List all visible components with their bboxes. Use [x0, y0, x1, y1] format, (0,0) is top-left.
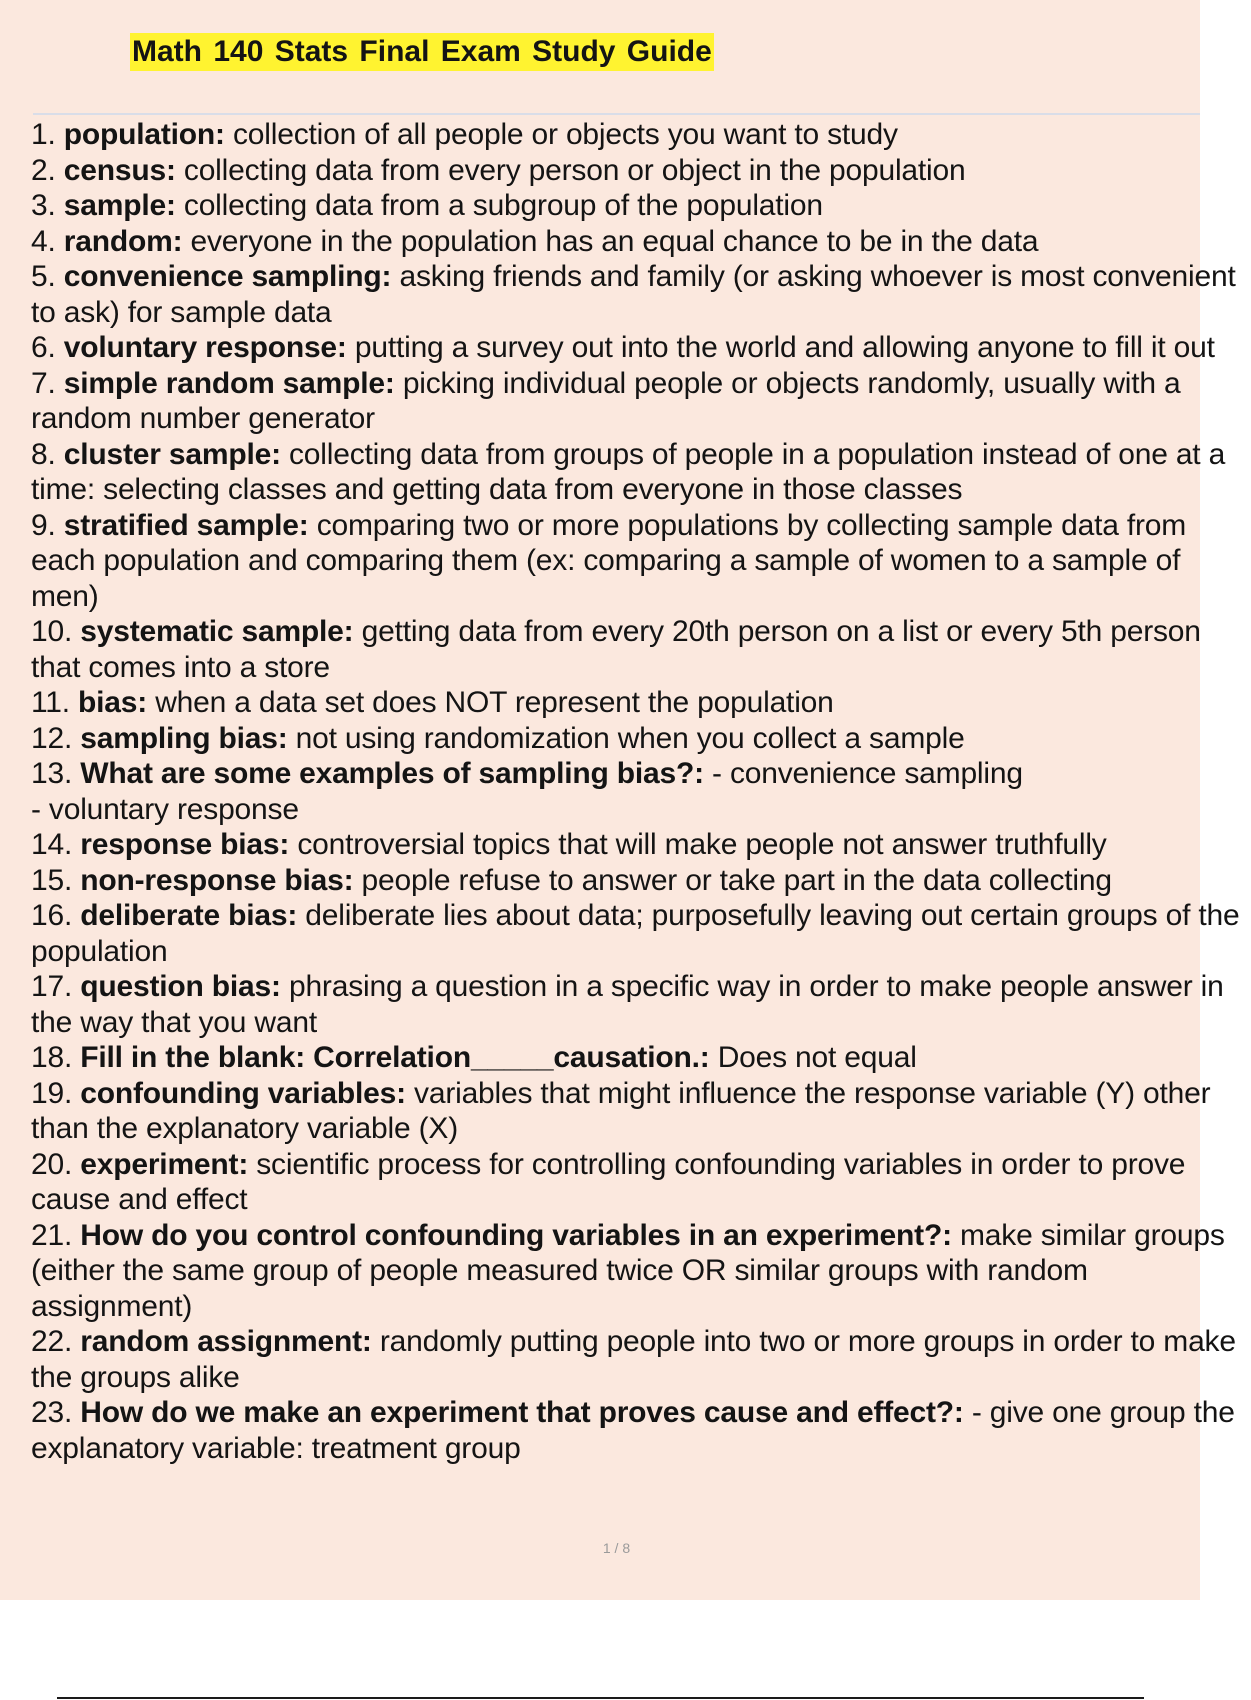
document-title: Math 140 Stats Final Exam Study Guide [130, 33, 714, 71]
item-number: 11. [31, 686, 70, 719]
item-number: 7. [31, 366, 56, 400]
item-definition: putting a survey out into the world and allowing anyone to fill it out [354, 331, 1215, 364]
item-term: population: [63, 118, 225, 151]
item-term: convenience sampling: [63, 260, 392, 293]
item-definition: - give one group the explanatory variable: treatment group [31, 1396, 1235, 1465]
item-definition: everyone in the population has an equal chance to be in the data [190, 224, 1039, 258]
item-number: 3. [31, 189, 56, 222]
item-number: 5. [31, 260, 56, 293]
item-number: 23. [31, 1396, 73, 1429]
item-term: census: [63, 153, 176, 187]
item-term: sampling bias: [80, 721, 288, 755]
item-term: bias: [78, 686, 148, 719]
study-guide-list [31, 117, 1251, 1466]
list-item [31, 614, 1251, 685]
item-definition: Does not equal [717, 1041, 917, 1074]
item-term: question bias: [80, 970, 281, 1003]
list-item [31, 1147, 1251, 1218]
item-definition: collecting data from groups of people in a population instead of one at a time: selecting classes and getting data from everyone in those classes [31, 437, 1226, 506]
item-definition: phrasing a question in a specific way in order to make people answer in the way that you want [31, 970, 1224, 1039]
item-definition: not using randomization when you collect a sample [295, 721, 965, 755]
list-item [31, 863, 1251, 899]
item-term: sample: [63, 189, 176, 222]
list-item [31, 685, 1251, 721]
item-definition: picking individual people or objects randomly, usually with a random number generator [31, 366, 1181, 435]
item-definition: collecting data from a subgroup of the population [183, 189, 823, 222]
item-number: 12. [31, 721, 73, 755]
item-number: 1. [31, 118, 56, 151]
item-definition: comparing two or more populations by collecting sample data from each population and comparing them (ex: comparing a sample of women to a sample of men) [31, 508, 1187, 613]
item-term: random: [63, 224, 183, 258]
item-number: 9. [31, 508, 56, 542]
item-term: response bias: [80, 828, 290, 861]
item-definition: getting data from every 20th person on a list or every 5th person that comes into a store [31, 615, 1201, 684]
list-item [31, 366, 1251, 437]
item-number: 8. [31, 437, 56, 471]
list-item [31, 1076, 1251, 1147]
item-number: 20. [31, 1147, 73, 1181]
item-term: simple random sample: [63, 366, 395, 400]
list-item [31, 827, 1251, 863]
item-term: non-response bias: [80, 863, 354, 897]
list-item [31, 153, 1251, 189]
list-item [31, 756, 1251, 827]
list-item [31, 721, 1251, 757]
item-term: Fill in the blank: Correlation_____causation.: [80, 1041, 710, 1074]
item-definition: collection of all people or objects you want to study [233, 118, 898, 151]
item-definition: collecting data from every person or object in the population [183, 153, 966, 187]
item-term: How do you control confounding variables in an experiment?: [80, 1218, 952, 1252]
item-definition: asking friends and family (or asking whoever is most convenient to ask) for sample data [31, 260, 1236, 329]
list-item [31, 1218, 1251, 1325]
list-item [31, 437, 1251, 508]
list-item [31, 898, 1251, 969]
item-number: 13. [31, 757, 73, 790]
list-item [31, 969, 1251, 1040]
item-number: 15. [31, 863, 73, 897]
item-definition: people refuse to answer or take part in the data collecting [361, 863, 1112, 897]
list-item [31, 330, 1251, 366]
list-item [31, 1324, 1251, 1395]
item-definition: deliberate lies about data; purposefully leaving out certain groups of the population [31, 899, 1240, 968]
item-term: experiment: [80, 1147, 249, 1181]
item-number: 14. [31, 828, 73, 861]
list-item [31, 188, 1251, 224]
item-number: 21. [31, 1218, 73, 1252]
item-definition: scientific process for controlling confounding variables in order to prove cause and effect [31, 1147, 1186, 1216]
footer-rule [57, 1697, 1144, 1699]
item-number: 2. [31, 153, 56, 187]
item-definition: randomly putting people into two or more groups in order to make the groups alike [31, 1325, 1236, 1394]
item-term: cluster sample: [63, 437, 281, 471]
item-term: voluntary response: [63, 331, 347, 364]
item-number: 10. [31, 615, 73, 648]
item-term: systematic sample: [80, 615, 354, 648]
item-number: 22. [31, 1325, 73, 1358]
item-term: random assignment: [80, 1325, 372, 1358]
item-number: 6. [31, 331, 56, 364]
item-definition: when a data set does NOT represent the population [155, 686, 834, 719]
list-item [31, 508, 1251, 615]
item-definition: variables that might influence the response variable (Y) other than the explanatory variable (X) [31, 1076, 1211, 1145]
list-item [31, 259, 1251, 330]
item-term: What are some examples of sampling bias?: [80, 757, 704, 790]
item-number: 16. [31, 899, 73, 932]
item-number: 18. [31, 1041, 73, 1074]
title-divider [33, 113, 1200, 115]
item-term: stratified sample: [63, 508, 309, 542]
item-number: 19. [31, 1076, 73, 1110]
list-item [31, 1395, 1251, 1466]
page-number: 1 / 8 [602, 1540, 631, 1556]
item-number: 4. [31, 224, 56, 258]
item-term: How do we make an experiment that proves cause and effect?: [80, 1396, 964, 1429]
list-item [31, 117, 1251, 153]
item-number: 17. [31, 970, 73, 1003]
list-item [31, 224, 1251, 260]
list-item [31, 1040, 1251, 1076]
item-definition: - convenience sampling - voluntary response [31, 757, 1023, 826]
item-definition: controversial topics that will make people not answer truthfully [297, 828, 1107, 861]
item-term: deliberate bias: [80, 899, 298, 932]
item-definition: make similar groups (either the same group of people measured twice OR similar groups with random assignment) [31, 1218, 1225, 1323]
item-term: confounding variables: [80, 1076, 406, 1110]
